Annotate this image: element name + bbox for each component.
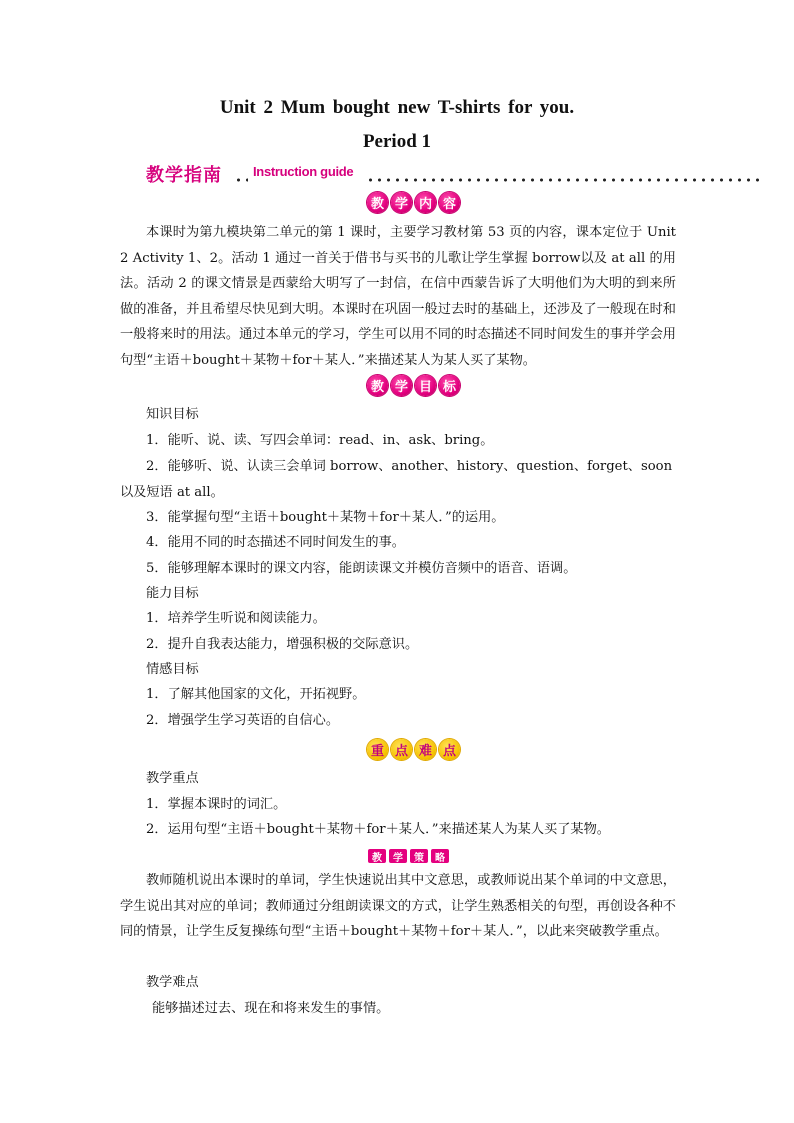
emotion-heading: 情感目标 [146,662,199,677]
section-badge-keypoints: 重 点 难 点 [367,739,460,760]
section-badge-content: 教 学 内 容 [367,192,460,213]
instruction-guide-header [146,161,656,187]
strategy-paragraph: 教师随机说出本课时的单词，学生快速说出其中文意思，或教师说出某个单词的中文意思，学生说出其对应的单词；教师通过分组朗读课文的方式，让学生熟悉相关的句型，再创设各种不同的情景，让学生反复操练句型“主语＋bought＋某物＋for＋某人．”，以此来突破教学重点。 [120,873,676,939]
guide-title-en: Instruction guide [253,164,354,179]
guide-title-cn: 教学指南 [146,165,222,186]
dotted-rule [366,178,760,182]
knowledge-item-4: 4．能用不同的时态描述不同时间发生的事。 [146,535,405,550]
knowledge-item-1: 1．能听、说、读、写四会单词：read、in、ask、bring。 [146,433,494,448]
period-title: Period 1 [362,131,432,152]
knowledge-item-3: 3．能掌握句型“主语＋bought＋某物＋for＋某人．”的运用。 [146,510,505,525]
unit-title: Unit 2 Mum bought new T-shirts for you. [219,97,575,118]
difficulty-item-1: 能够描述过去、现在和将来发生的事情。 [152,1001,390,1016]
knowledge-item-5: 5．能够理解本课时的课文内容，能朗读课文并模仿音频中的语音、语调。 [146,561,577,576]
knowledge-item-2: 2．能够听、说、认读三会单词 borrow、another、history、question、forget、soon以及短语 at all。 [120,459,673,500]
ability-heading: 能力目标 [146,586,199,601]
emotion-item-2: 2．增强学生学习英语的自信心。 [146,713,340,728]
knowledge-heading: 知识目标 [146,407,199,422]
ability-item-2: 2．提升自我表达能力，增强积极的交际意识。 [146,637,419,652]
dotted-rule [234,178,248,182]
key-item-2: 2．运用句型“主语＋bought＋某物＋for＋某人．”来描述某人为某人买了某物。 [146,822,610,837]
difficulty-heading: 教学难点 [146,975,199,990]
emotion-item-1: 1．了解其他国家的文化，开拓视野。 [146,687,366,702]
content-paragraph: 本课时为第九模块第二单元的第 1 课时，主要学习教材第 53 页的内容，课本定位于 Unit 2 Activity 1、2。活动 1 通过一首关于借书与买书的儿歌让学生掌握 borrow以及 at all 的用法。活动 2 的课文情景是西蒙给大明写了一封信，在信中西蒙告诉了大明他们为大明的到来所做的准备，并且希望尽快见到大明。本课时在巩固一般过去时的基础上，还涉及了一般现在时和一般将来时的用法。通过本单元的学习，学生可以用不同的时态描述不同时间发生的事并学会用句型“主语＋bought＋某物＋for＋某人．”来描述某人为某人买了某物。 [120,225,676,368]
ability-item-1: 1．培养学生听说和阅读能力。 [146,611,326,626]
key-item-1: 1．掌握本课时的词汇。 [146,797,287,812]
section-badge-goals: 教 学 目 标 [367,375,460,396]
key-heading: 教学重点 [146,771,199,786]
section-badge-strategy: 教 学 策 略 [368,849,449,863]
